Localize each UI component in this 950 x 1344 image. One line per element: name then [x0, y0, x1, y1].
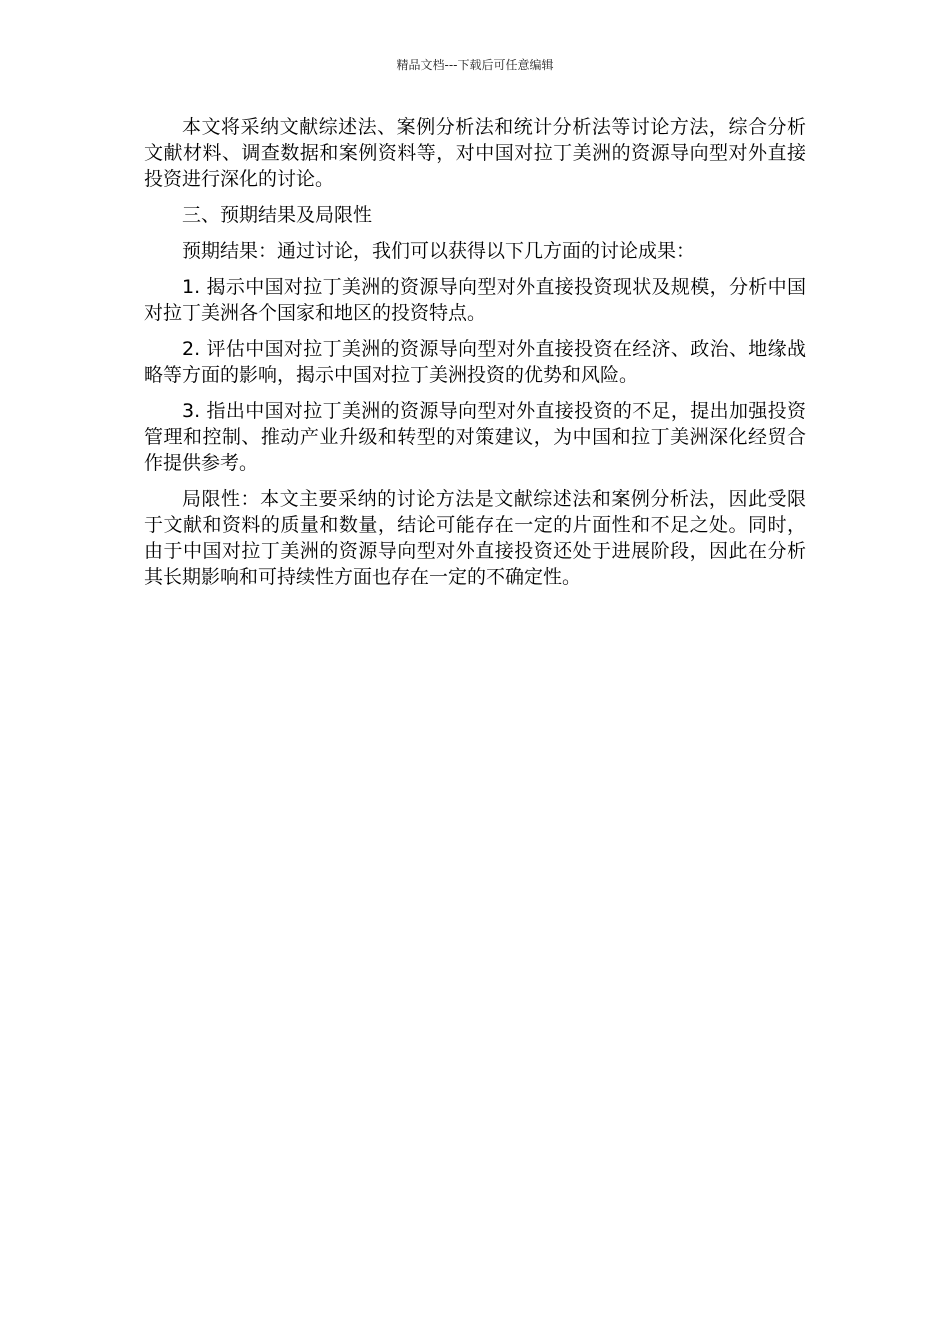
list-item-result-1: 1. 揭示中国对拉丁美洲的资源导向型对外直接投资现状及规模，分析中国对拉丁美洲各个国家和地区的投资特点。 [144, 276, 806, 324]
paragraph-methods: 本文将采纳文献综述法、案例分析法和统计分析法等讨论方法，综合分析文献材料、调查数据和案例资料等，对中国对拉丁美洲的资源导向型对外直接投资进行深化的讨论。 [144, 116, 806, 190]
paragraph-expected-results-intro: 预期结果：通过讨论，我们可以获得以下几方面的讨论成果： [182, 240, 696, 262]
list-item-result-3: 3. 指出中国对拉丁美洲的资源导向型对外直接投资的不足，提出加强投资管理和控制、推动产业升级和转型的对策建议，为中国和拉丁美洲深化经贸合作提供参考。 [144, 400, 806, 474]
paragraph-limitations: 局限性：本文主要采纳的讨论方法是文献综述法和案例分析法，因此受限于文献和资料的质量和数量，结论可能存在一定的片面性和不足之处。同时，由于中国对拉丁美洲的资源导向型对外直接投资还处于进展阶段，因此在分析其长期影响和可持续性方面也存在一定的不确定性。 [144, 488, 806, 588]
list-item-result-2: 2. 评估中国对拉丁美洲的资源导向型对外直接投资在经济、政治、地缘战略等方面的影响，揭示中国对拉丁美洲投资的优势和风险。 [144, 338, 806, 386]
document-body [144, 114, 806, 600]
section-heading-expected-results: 三、预期结果及局限性 [182, 204, 373, 226]
page-header: 精品文档---下载后可任意编辑 [396, 58, 554, 72]
